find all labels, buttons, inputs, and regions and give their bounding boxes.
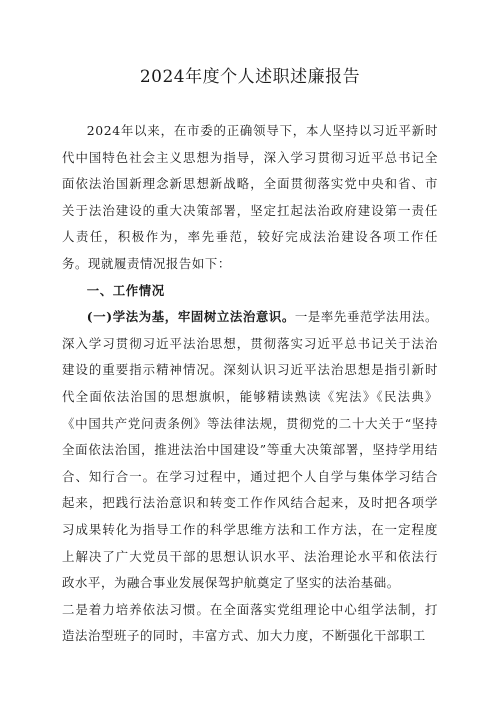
- document-body: [62, 118, 438, 650]
- intro-paragraph: 2024年以来，在市委的正确领导下，本人坚持以习近平新时代中国特色社会主义思想为指导，深入学习贯彻习近平总书记全面依法治国新理念新思想新战略，全面贯彻落实党中央和省、市关于法治建设的重大决策部署，坚定扛起法治政府建设第一责任人责任，积极作为，率先垂范，较好完成法治建设各项工作任务。现就履责情况报告如下：: [62, 123, 438, 271]
- subsection-heading: (一)学法为基，牢固树立法治意识。: [86, 309, 295, 325]
- section-heading: 一、工作情况: [86, 282, 165, 298]
- subsection-paragraph: [62, 304, 438, 597]
- subsection-text: 一是率先垂范学法用法。深入学习贯彻习近平法治思想，贯彻落实习近平总书记关于法治建设的重要指示精神情况。深刻认识习近平法治思想是指引新时代全面依法治国的思想旗帜，能够精读熟读《宪法》《民法典》《中国共产党问责条例》等法律法规，贯彻党的二十大关于“坚持全面依法治国，推进法治中国建设”等重大决策部署，坚持学用结合、知行合一。在学习过程中，通过把个人自学与集体学习结合起来，把践行法治意识和转变工作作风结合起来，及时把各项学习成果转化为指导工作的科学思维方法和工作方法，在一定程度上解决了广大党员干部的思想认识水平、法治理论水平和依法行政水平，为融合事业发展保驾护航奠定了坚实的法治基础。: [62, 309, 438, 591]
- second-point-paragraph: 二是着力培养依法习惯。在全面落实党组理论中心组学法制，打造法治型班子的同时，丰富方式、加大力度，不断强化干部职工: [62, 601, 438, 644]
- document-title: 2024年度个人述职述廉报告: [139, 67, 361, 87]
